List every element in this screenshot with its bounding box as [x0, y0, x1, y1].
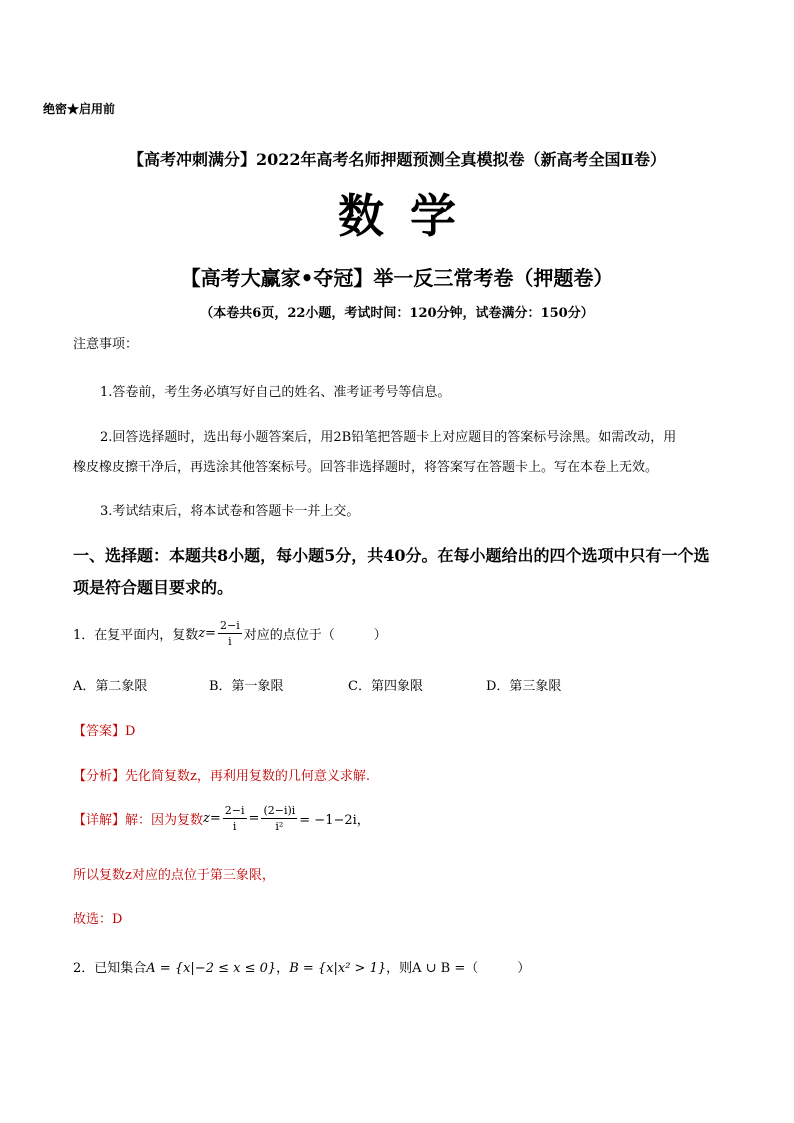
exam-subtitle: 【高考大赢家•夺冠】举一反三常考卷（押题卷） [180, 266, 614, 290]
question-1-prefix: 1．在复平面内，复数 [73, 628, 199, 643]
question-1 [73, 620, 387, 647]
section-heading-line-2: 项是符合题目要求的。 [73, 578, 234, 597]
option-b: B．第一象限 [209, 679, 284, 694]
set-a: A = {x|−2 ≤ x ≤ 0} [146, 961, 277, 976]
question-2-suffix: ，则A ∪ B =（ ） [386, 961, 531, 976]
detail-equals-2: = [248, 811, 260, 826]
option-d: D．第三象限 [486, 679, 562, 694]
answer-tag: 【答案】 [73, 724, 126, 739]
series-title: 【高考冲刺满分】2022年高考名师押题预测全真模拟卷（新高考全国Ⅱ卷） [127, 150, 667, 169]
fraction-numerator: (2−i)i [263, 804, 296, 817]
answer-line [73, 720, 135, 739]
note-item-2-line-1: 2.回答选择题时，选出每小题答案后，用2B铅笔把答题卡上对应题目的答案标号涂黑。如需改动，用 [100, 430, 677, 445]
fraction-denominator: i [228, 635, 232, 648]
detail-fraction-2 [261, 805, 297, 832]
question-1-fraction [218, 620, 242, 647]
notes-title: 注意事项： [73, 337, 139, 352]
note-item-3: 3.考试结束后，将本试卷和答题卡一并上交。 [100, 504, 360, 519]
note-item-2-line-2: 橡皮橡皮擦干净后，再选涂其他答案标号。回答非选择题时，将答案写在答题卡上。写在本卷上无效。 [73, 460, 659, 475]
question-1-equals: = [205, 626, 217, 641]
analysis-tag: 【分析】 [73, 769, 126, 784]
analysis-line [73, 765, 370, 784]
note-item-1: 1.答卷前，考生务必填写好自己的姓名、准考证考号等信息。 [100, 385, 451, 400]
set-b: B = {x|x² > 1} [289, 961, 387, 976]
question-1-suffix: 对应的点位于（ ） [243, 628, 387, 643]
option-a: A．第二象限 [73, 679, 148, 694]
exam-meta: （本卷共6页，22小题，考试时间：120分钟，试卷满分：150分） [200, 306, 594, 321]
subject-title: 数学 [338, 189, 482, 243]
detail-conclusion: 所以复数z对应的点位于第三象限， [73, 868, 275, 883]
detail-prefix: 解：因为复数 [125, 813, 204, 828]
analysis-text: 先化简复数z，再利用复数的几何意义求解. [125, 769, 370, 784]
detail-line [73, 805, 370, 832]
fraction-numerator: 2−i [220, 619, 240, 632]
question-2: 2．已知集合A = {x|−2 ≤ x ≤ 0}，B = {x|x² > 1}，则A ∪ B =（ ） [73, 961, 531, 976]
section-heading-line-1: 一、选择题：本题共8小题，每小题5分，共40分。在每小题给出的四个选项中只有一个选 [73, 546, 710, 565]
fraction-numerator: 2−i [224, 804, 245, 817]
detail-result: = −1−2i， [299, 813, 370, 828]
detail-variable: z [203, 811, 210, 826]
choice-line: 故选：D [73, 912, 123, 927]
detail-tag: 【详解】 [73, 813, 126, 828]
confidential-label: 绝密★启用前 [43, 102, 116, 116]
detail-fraction-1 [223, 805, 247, 832]
question-1-variable: z [198, 626, 206, 641]
option-c: C．第四象限 [348, 679, 423, 694]
detail-equals-1: = [209, 811, 221, 826]
fraction-denominator: i [232, 820, 237, 833]
answer-value: D [125, 724, 136, 739]
question-2-prefix: 2．已知集合 [73, 961, 147, 976]
fraction-denominator: i² [275, 820, 284, 833]
